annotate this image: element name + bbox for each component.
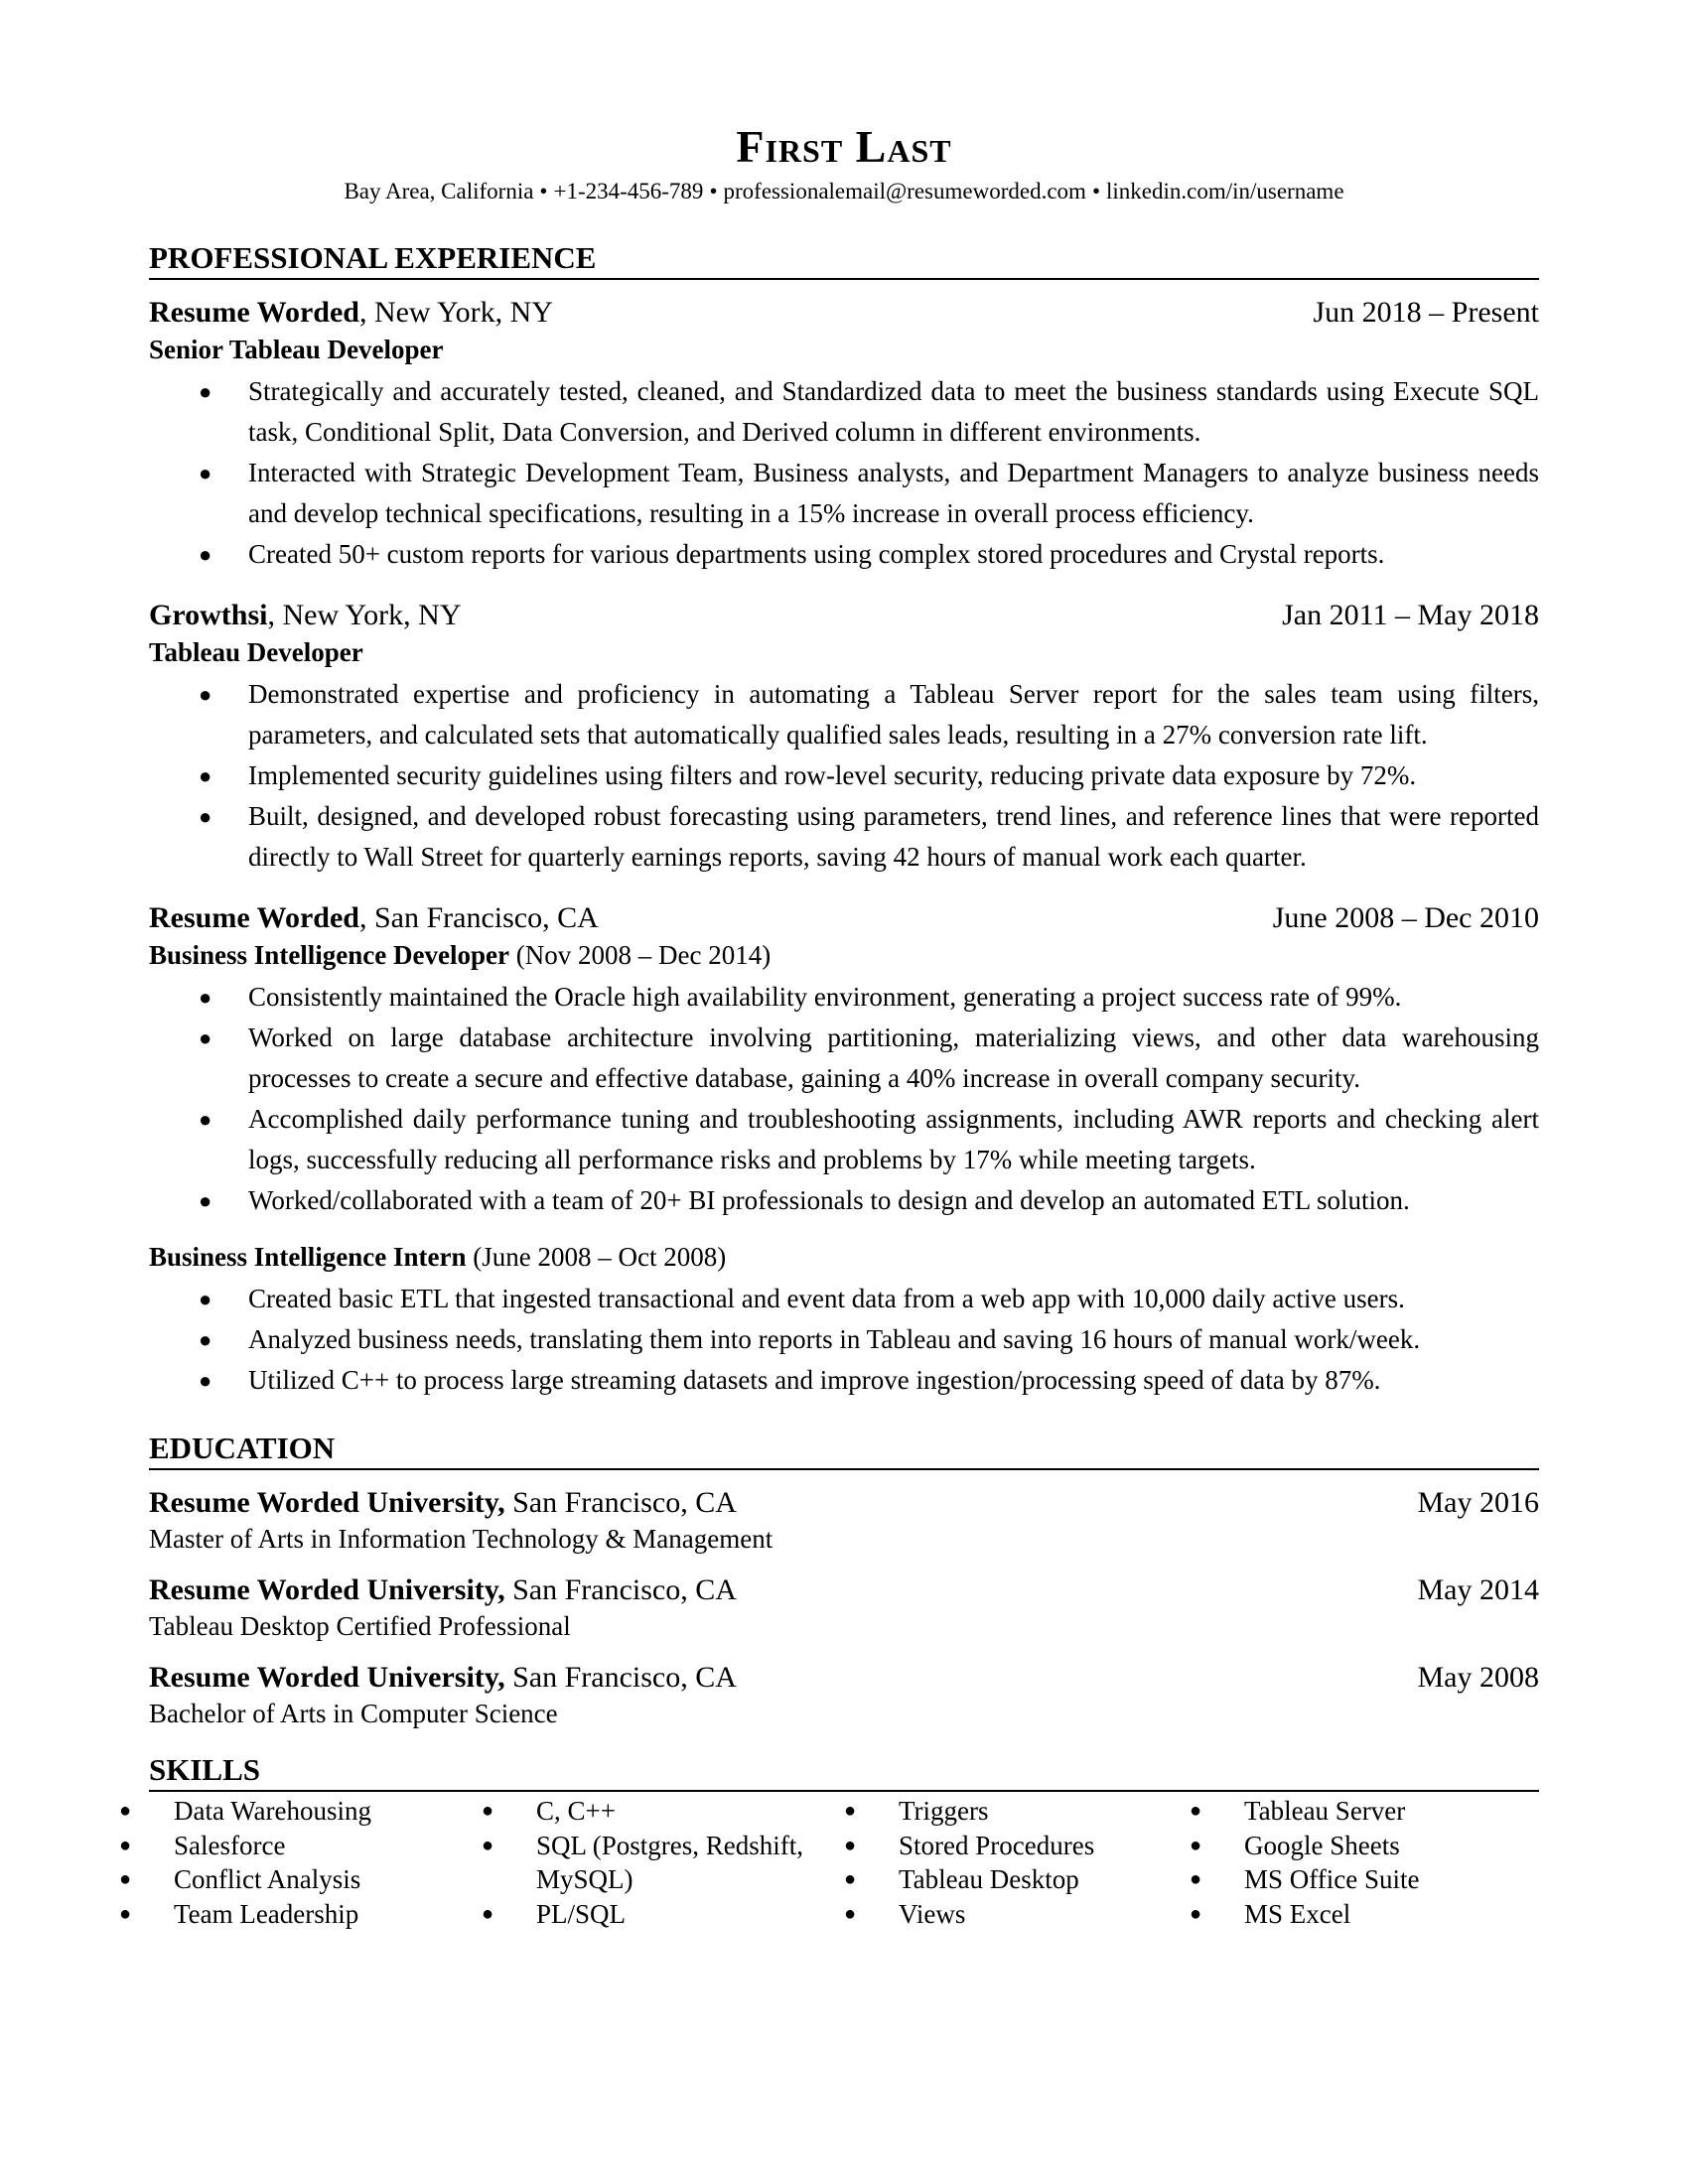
contact-separator: •: [539, 179, 548, 204]
job-company: Resume Worded: [149, 296, 359, 329]
job-role-period: (Nov 2008 – Dec 2014): [508, 940, 772, 970]
skill-text: MS Office Suite: [1244, 1864, 1420, 1894]
job-dates: June 2008 – Dec 2010: [1272, 901, 1539, 934]
job-bullet-text: Analyzed business needs, translating them into reports in Tableau and saving 16 hours of manual work/week.: [248, 1324, 1421, 1354]
job-bullets: [149, 371, 1539, 575]
skill-item: [844, 1794, 1190, 1829]
contact-email: professionalemail@resumeworded.com: [723, 179, 1086, 204]
bullet-icon: ●: [199, 804, 212, 829]
skills-column: [1190, 1794, 1487, 1931]
bullet-icon: ●: [482, 1834, 494, 1856]
skill-text: MS Excel: [1244, 1898, 1351, 1929]
bullet-icon: ●: [199, 1107, 212, 1132]
skill-item: [1190, 1794, 1487, 1829]
education-date: May 2008: [1417, 1661, 1539, 1694]
bullet-icon: ●: [1190, 1902, 1202, 1925]
skill-text: PL/SQL: [536, 1898, 627, 1929]
bullet-icon: ●: [119, 1800, 132, 1822]
job-bullets: [149, 674, 1539, 878]
job-role: [149, 937, 1539, 973]
bullet-icon: ●: [1190, 1834, 1202, 1856]
job-title: Business Intelligence Intern: [149, 1242, 467, 1272]
education-location: San Francisco, CA: [504, 1661, 737, 1694]
bullet-icon: ●: [482, 1902, 494, 1925]
bullet-icon: ●: [119, 1834, 132, 1856]
bullet-icon: ●: [1190, 1868, 1202, 1890]
education-school-line: [149, 1484, 737, 1522]
job-role: [149, 1239, 1539, 1275]
contact-separator: •: [709, 179, 718, 204]
job-bullet: [149, 755, 1539, 796]
job-bullet: [149, 1018, 1539, 1099]
job-bullet-text: Created basic ETL that ingested transactional and event data from a web app with 10,000 daily active users.: [248, 1284, 1405, 1313]
education-entry: [149, 1659, 1539, 1730]
skill-item: [119, 1794, 482, 1829]
education-degree: Master of Arts in Information Technology & Management: [149, 1524, 774, 1554]
job-role-period: (June 2008 – Oct 2008): [466, 1242, 727, 1272]
job-bullet-text: Worked on large database architecture involving partitioning, materializing views, and other data warehousing processes to create a secure and effective database, gaining a 40% increase in overall company security.: [248, 1023, 1539, 1093]
bullet-icon: ●: [199, 1327, 212, 1352]
contact-location: Bay Area, California: [344, 179, 534, 204]
bullet-icon: ●: [199, 461, 212, 485]
job-bullet: [149, 1360, 1539, 1401]
job-bullet: [149, 796, 1539, 878]
bullet-icon: ●: [119, 1902, 132, 1925]
job-dates: Jan 2011 – May 2018: [1282, 599, 1539, 631]
skills-column: [482, 1794, 844, 1931]
job-header: [149, 597, 1539, 634]
education-header: [149, 1484, 1539, 1522]
job-company-line: [149, 294, 553, 332]
job-bullet-text: Worked/collaborated with a team of 20+ BI professionals to design and develop an automated ETL solution.: [248, 1185, 1410, 1215]
skill-item: [1190, 1897, 1487, 1932]
job-company: Resume Worded: [149, 901, 359, 934]
job-bullet-text: Demonstrated expertise and proficiency in automating a Tableau Server report for the sales team using filters, parameters, and calculated sets that automatically qualified sales leads, resulting in a 27% conversion rate lift.: [248, 679, 1539, 750]
job-title: Tableau Developer: [149, 637, 363, 667]
bullet-icon: ●: [199, 682, 212, 707]
skill-text: Stored Procedures: [899, 1830, 1095, 1860]
job-bullet-text: Consistently maintained the Oracle high availability environment, generating a project success rate of 99%.: [248, 982, 1402, 1012]
job-title: Senior Tableau Developer: [149, 335, 444, 364]
skill-item: [119, 1829, 482, 1863]
experience-heading: PROFESSIONAL EXPERIENCE: [149, 240, 1539, 280]
job-company-line: [149, 597, 461, 634]
bullet-icon: ●: [1190, 1800, 1202, 1822]
education-header: [149, 1659, 1539, 1697]
skill-text: SQL (Postgres, Redshift, MySQL): [536, 1830, 803, 1894]
job-bullets: [149, 977, 1539, 1221]
job-bullets: [149, 1279, 1539, 1401]
skills-column: [844, 1794, 1190, 1931]
skill-item: [844, 1829, 1190, 1863]
bullet-icon: ●: [844, 1800, 857, 1822]
education-entry: [149, 1571, 1539, 1643]
bullet-icon: ●: [482, 1800, 494, 1822]
job-bullet-text: Built, designed, and developed robust forecasting using parameters, trend lines, and reference lines that were reported directly to Wall Street for quarterly earnings reports, saving 42 hours of manual work each quarter.: [248, 801, 1539, 872]
skill-item: [119, 1897, 482, 1932]
education-school-line: [149, 1571, 737, 1609]
bullet-icon: ●: [844, 1834, 857, 1856]
education-heading: EDUCATION: [149, 1431, 1539, 1470]
education-degree: Bachelor of Arts in Computer Science: [149, 1699, 558, 1728]
skill-text: Tableau Desktop: [899, 1864, 1079, 1894]
bullet-icon: ●: [199, 542, 212, 567]
job-bullet: [149, 674, 1539, 755]
job-bullet: [149, 1180, 1539, 1221]
skill-item: [119, 1862, 482, 1897]
education-location: San Francisco, CA: [504, 1573, 737, 1606]
skill-text: Data Warehousing: [174, 1796, 372, 1826]
education-school: Resume Worded University,: [149, 1573, 505, 1606]
skill-text: Conflict Analysis: [174, 1864, 361, 1894]
education-entry: [149, 1484, 1539, 1556]
job-entry: [149, 899, 1539, 1401]
job-entry: [149, 597, 1539, 878]
skill-item: [482, 1829, 844, 1897]
education-school: Resume Worded University,: [149, 1661, 505, 1694]
bullet-icon: ●: [199, 1188, 212, 1213]
skill-text: Team Leadership: [174, 1898, 359, 1929]
skill-item: [1190, 1829, 1487, 1863]
skill-item: [844, 1897, 1190, 1932]
job-title: Business Intelligence Developer: [149, 940, 509, 970]
skill-text: C, C++: [536, 1796, 616, 1826]
job-bullet: [149, 1279, 1539, 1319]
job-dates: Jun 2018 – Present: [1313, 296, 1539, 329]
job-bullet-text: Created 50+ custom reports for various departments using complex stored procedures and Crystal reports.: [248, 539, 1385, 569]
job-header: [149, 294, 1539, 332]
job-entry: [149, 294, 1539, 575]
candidate-name: First Last: [736, 121, 952, 172]
job-header: [149, 899, 1539, 937]
skill-text: Triggers: [899, 1796, 989, 1826]
job-location: , New York, NY: [358, 296, 553, 329]
resume-page: [119, 119, 1539, 1931]
job-bullet-text: Interacted with Strategic Development Team, Business analysts, and Department Managers to analyze business needs and develop technical specifications, resulting in a 15% increase in overall process efficiency.: [248, 458, 1539, 528]
job-company-line: [149, 899, 599, 937]
education-date: May 2016: [1417, 1486, 1539, 1519]
job-bullet: [149, 371, 1539, 453]
job-role: [149, 332, 1539, 367]
skill-item: [844, 1862, 1190, 1897]
bullet-icon: ●: [199, 1287, 212, 1311]
skills-column: [119, 1794, 482, 1931]
job-bullet: [149, 1319, 1539, 1360]
education-degree: Tableau Desktop Certified Professional: [149, 1611, 571, 1641]
job-bullet: [149, 534, 1539, 575]
contact-separator: •: [1091, 179, 1100, 204]
job-bullet-text: Utilized C++ to process large streaming datasets and improve ingestion/processing speed of data by 87%.: [248, 1365, 1381, 1395]
bullet-icon: ●: [199, 1025, 212, 1050]
job-location: , New York, NY: [267, 599, 462, 631]
job-bullet: [149, 977, 1539, 1018]
skills-grid: [119, 1794, 1539, 1931]
job-location: , San Francisco, CA: [358, 901, 599, 934]
skill-text: Tableau Server: [1244, 1796, 1406, 1826]
job-role: [149, 634, 1539, 670]
skill-text: Salesforce: [174, 1830, 286, 1860]
education-location: San Francisco, CA: [504, 1486, 737, 1519]
job-bullet-text: Accomplished daily performance tuning and troubleshooting assignments, including AWR reports and checking alert logs, successfully reducing all performance risks and problems by 17% while meeting targets.: [248, 1104, 1539, 1174]
job-bullet: [149, 453, 1539, 534]
bullet-icon: ●: [844, 1902, 857, 1925]
contact-linkedin: linkedin.com/in/username: [1106, 179, 1344, 204]
contact-line: [149, 177, 1539, 206]
skills-heading: SKILLS: [149, 1752, 1539, 1792]
skill-item: [482, 1897, 844, 1932]
bullet-icon: ●: [199, 1368, 212, 1393]
job-bullet-text: Implemented security guidelines using filters and row-level security, reducing private data exposure by 72%.: [248, 760, 1417, 790]
bullet-icon: ●: [199, 985, 212, 1010]
skill-text: Views: [899, 1898, 966, 1929]
education-school-line: [149, 1659, 737, 1697]
bullet-icon: ●: [199, 379, 212, 404]
skill-text: Google Sheets: [1244, 1830, 1400, 1860]
contact-phone: +1-234-456-789: [553, 179, 704, 204]
skill-item: [1190, 1862, 1487, 1897]
bullet-icon: ●: [119, 1868, 132, 1890]
skill-item: [482, 1794, 844, 1829]
job-bullet: [149, 1099, 1539, 1180]
job-bullet-text: Strategically and accurately tested, cleaned, and Standardized data to meet the business standards using Execute SQL task, Conditional Split, Data Conversion, and Derived column in different environments.: [248, 376, 1539, 447]
bullet-icon: ●: [844, 1868, 857, 1890]
job-company: Growthsi: [149, 599, 268, 631]
education-header: [149, 1571, 1539, 1609]
bullet-icon: ●: [199, 763, 212, 788]
education-date: May 2014: [1417, 1573, 1539, 1606]
education-school: Resume Worded University,: [149, 1486, 505, 1519]
